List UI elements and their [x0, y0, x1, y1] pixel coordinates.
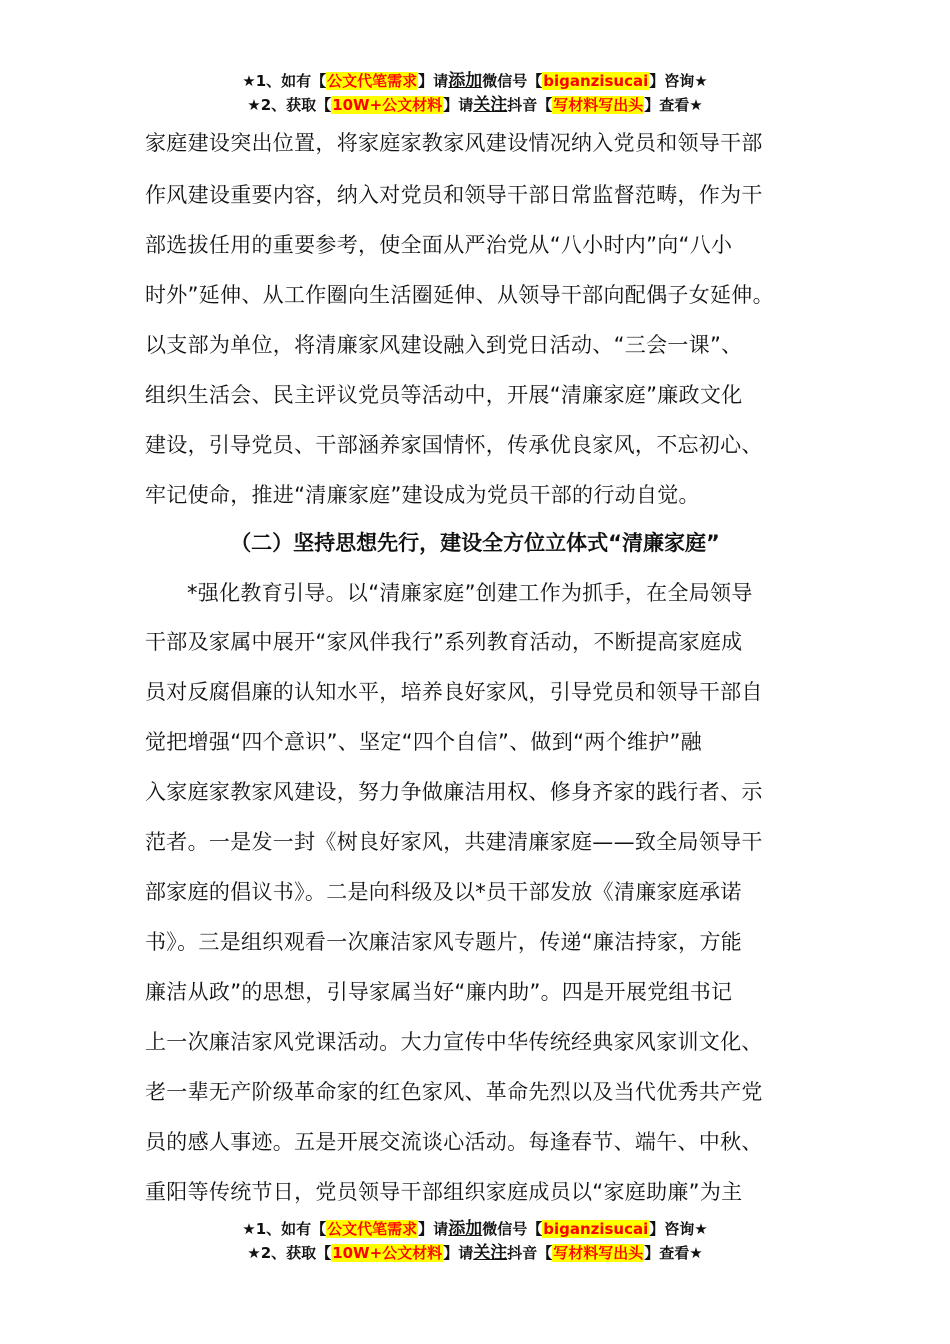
banner-highlight: 公文代笔需求: [327, 1220, 418, 1238]
banner-text: 微信号【: [482, 1220, 543, 1238]
douyin-id-highlight: 写材料写出头: [553, 96, 644, 114]
bottom-banner-line-1: [0, 1218, 950, 1240]
paragraph-line: 觉把增强“四个意识”、坚定“四个自信”、做到“两个维护”融: [145, 730, 702, 754]
wechat-id-highlight: biganzisucai: [543, 1220, 649, 1238]
paragraph-line: 重阳等传统节日，党员领导干部组织家庭成员以“家庭助廉”为主: [145, 1180, 743, 1204]
paragraph-line: 作风建设重要内容，纳入对党员和领导干部日常监督范畴，作为干: [145, 183, 763, 207]
banner-text: ★1、如有【: [242, 72, 327, 90]
banner-text: 】请: [443, 1244, 474, 1262]
wechat-id-highlight: biganzisucai: [543, 72, 649, 90]
paragraph-line: 干部及家属中展开“家风伴我行”系列教育活动，不断提高家庭成: [145, 630, 743, 654]
top-banner-line-1: [0, 70, 950, 92]
banner-highlight: 10W+公文材料: [332, 1244, 443, 1262]
paragraph-line: 书》。三是组织观看一次廉洁家风专题片，传递“廉洁持家，方能: [145, 930, 743, 954]
paragraph-line: 牢记使命，推进“清廉家庭”建设成为党员干部的行动自觉。: [145, 483, 700, 507]
paragraph-line: 入家庭家教家风建设，努力争做廉洁用权、修身齐家的践行者、示: [145, 780, 763, 804]
top-banner-line-2: [0, 94, 950, 116]
banner-text: 】咨询★: [649, 1220, 708, 1238]
banner-text: 】请: [418, 72, 449, 90]
banner-highlight: 公文代笔需求: [327, 72, 418, 90]
banner-emphasis: 关注: [473, 95, 508, 115]
paragraph-line: 上一次廉洁家风党课活动。大力宣传中华传统经典家风家训文化、: [145, 1030, 763, 1054]
paragraph-line: 建设，引导党员、干部涵养家国情怀，传承优良家风，不忘初心、: [145, 433, 763, 457]
paragraph-line: 以支部为单位，将清廉家风建设融入到党日活动、“三会一课”、: [145, 333, 743, 357]
banner-highlight: 10W+公文材料: [332, 96, 443, 114]
banner-text: 】请: [443, 96, 474, 114]
bottom-banner-line-2: [0, 1242, 950, 1264]
paragraph-line: 时外”延伸、从工作圈向生活圈延伸、从领导干部向配偶子女延伸。: [145, 283, 774, 307]
paragraph-line: 组织生活会、民主评议党员等活动中，开展“清廉家庭”廉政文化: [145, 383, 743, 407]
paragraph-line: 部家庭的倡议书》。二是向科级及以*员干部发放《清廉家庭承诺: [145, 880, 742, 904]
banner-text: 】查看★: [644, 96, 703, 114]
banner-text: 】查看★: [644, 1244, 703, 1262]
paragraph-line: 家庭建设突出位置，将家庭家教家风建设情况纳入党员和领导干部: [145, 131, 763, 155]
banner-text: 微信号【: [482, 72, 543, 90]
banner-text: ★2、获取【: [247, 96, 332, 114]
paragraph-line: 员的感人事迹。五是开展交流谈心活动。每逢春节、端午、中秋、: [145, 1130, 763, 1154]
banner-emphasis: 关注: [473, 1243, 508, 1263]
paragraph-line: 廉洁从政”的思想，引导家属当好“廉内助”。四是开展党组书记: [145, 980, 733, 1004]
banner-text: 抖音【: [507, 1244, 553, 1262]
douyin-id-highlight: 写材料写出头: [553, 1244, 644, 1262]
section-heading: （二）坚持思想先行，建设全方位立体式“清廉家庭”: [230, 531, 720, 555]
paragraph-line: 部选拔任用的重要参考，使全面从严治党从“八小时内”向“八小: [145, 233, 733, 257]
paragraph-line: 老一辈无产阶级革命家的红色家风、革命先烈以及当代优秀共产党: [145, 1080, 763, 1104]
banner-text: ★2、获取【: [247, 1244, 332, 1262]
paragraph-line: 员对反腐倡廉的认知水平，培养良好家风，引导党员和领导干部自: [145, 680, 763, 704]
banner-text: 】请: [418, 1220, 449, 1238]
banner-emphasis: 添加: [448, 1219, 483, 1239]
paragraph-line: *强化教育引导。以“清廉家庭”创建工作为抓手，在全局领导: [187, 581, 753, 605]
paragraph-line: 范者。一是发一封《树良好家风，共建清廉家庭——致全局领导干: [145, 830, 763, 854]
banner-text: 抖音【: [507, 96, 553, 114]
banner-emphasis: 添加: [448, 71, 483, 91]
banner-text: ★1、如有【: [242, 1220, 327, 1238]
banner-text: 】咨询★: [649, 72, 708, 90]
